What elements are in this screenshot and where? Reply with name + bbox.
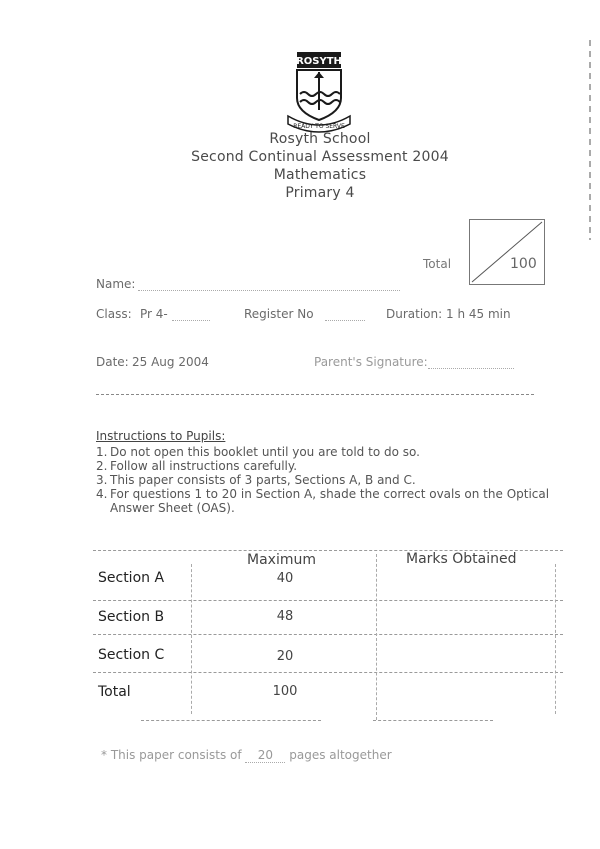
table-row-maximum: 20 bbox=[276, 649, 294, 664]
date-value: 25 Aug 2004 bbox=[132, 355, 209, 369]
parent-signature-label: Parent's Signature: bbox=[314, 355, 428, 369]
duration-value: 1 h 45 min bbox=[446, 307, 511, 321]
instruction-item: 4. For questions 1 to 20 in Section A, shade the correct ovals on the Optical Answer Sheet (OAS). bbox=[96, 487, 550, 515]
parent-signature-field[interactable] bbox=[428, 368, 514, 369]
class-value: Pr 4- bbox=[140, 307, 168, 321]
svg-text:READY TO SERVE: READY TO SERVE bbox=[293, 123, 345, 130]
class-label: Class: bbox=[96, 307, 132, 321]
table-row-label: Section B bbox=[98, 609, 165, 625]
total-label: Total bbox=[423, 257, 452, 271]
register-label: Register No bbox=[244, 307, 314, 321]
svg-text:ROSYTH: ROSYTH bbox=[296, 56, 342, 67]
marks-obtained-cell[interactable] bbox=[383, 676, 553, 716]
marks-table bbox=[93, 550, 563, 721]
instruction-item: 1. Do not open this booklet until you are told to do so. bbox=[96, 445, 420, 459]
table-row-label: Section C bbox=[98, 647, 165, 663]
page-count-note bbox=[101, 748, 392, 763]
scan-margin-mark bbox=[589, 40, 592, 240]
class-field[interactable] bbox=[172, 320, 210, 321]
table-row-maximum: 100 bbox=[272, 684, 298, 699]
separator-line bbox=[96, 394, 534, 395]
subject-title: Mathematics bbox=[273, 167, 367, 183]
page-count-value: 20 bbox=[245, 748, 285, 763]
duration-label: Duration: bbox=[386, 307, 443, 321]
page-count-suffix: pages altogether bbox=[289, 748, 392, 762]
table-row-label: Section A bbox=[98, 570, 165, 586]
marks-obtained-cell[interactable] bbox=[383, 638, 553, 670]
instruction-item: 3. This paper consists of 3 parts, Sections A, B and C. bbox=[96, 473, 416, 487]
school-name: Rosyth School bbox=[269, 131, 371, 147]
instruction-item: 2. Follow all instructions carefully. bbox=[96, 459, 298, 473]
marks-obtained-cell[interactable] bbox=[383, 564, 553, 596]
school-crest bbox=[284, 50, 354, 134]
name-label: Name: bbox=[96, 277, 136, 291]
page-count-prefix: * This paper consists of bbox=[101, 748, 242, 762]
total-marks-value: 100 bbox=[510, 256, 537, 272]
table-row-label: Total bbox=[98, 684, 131, 700]
name-field[interactable] bbox=[138, 290, 400, 291]
instructions-title: Instructions to Pupils: bbox=[96, 429, 226, 443]
date-label: Date: bbox=[96, 355, 129, 369]
assessment-title: Second Continual Assessment 2004 bbox=[191, 149, 449, 165]
level-title: Primary 4 bbox=[285, 185, 355, 201]
total-marks-box bbox=[469, 219, 545, 285]
table-row-maximum: 48 bbox=[276, 609, 294, 624]
maximum-header: Maximum bbox=[247, 552, 316, 568]
register-field[interactable] bbox=[325, 320, 365, 321]
table-row-maximum: 40 bbox=[276, 571, 294, 586]
marks-obtained-cell[interactable] bbox=[383, 604, 553, 632]
marks-obtained-header: Marks Obtained bbox=[406, 551, 517, 567]
